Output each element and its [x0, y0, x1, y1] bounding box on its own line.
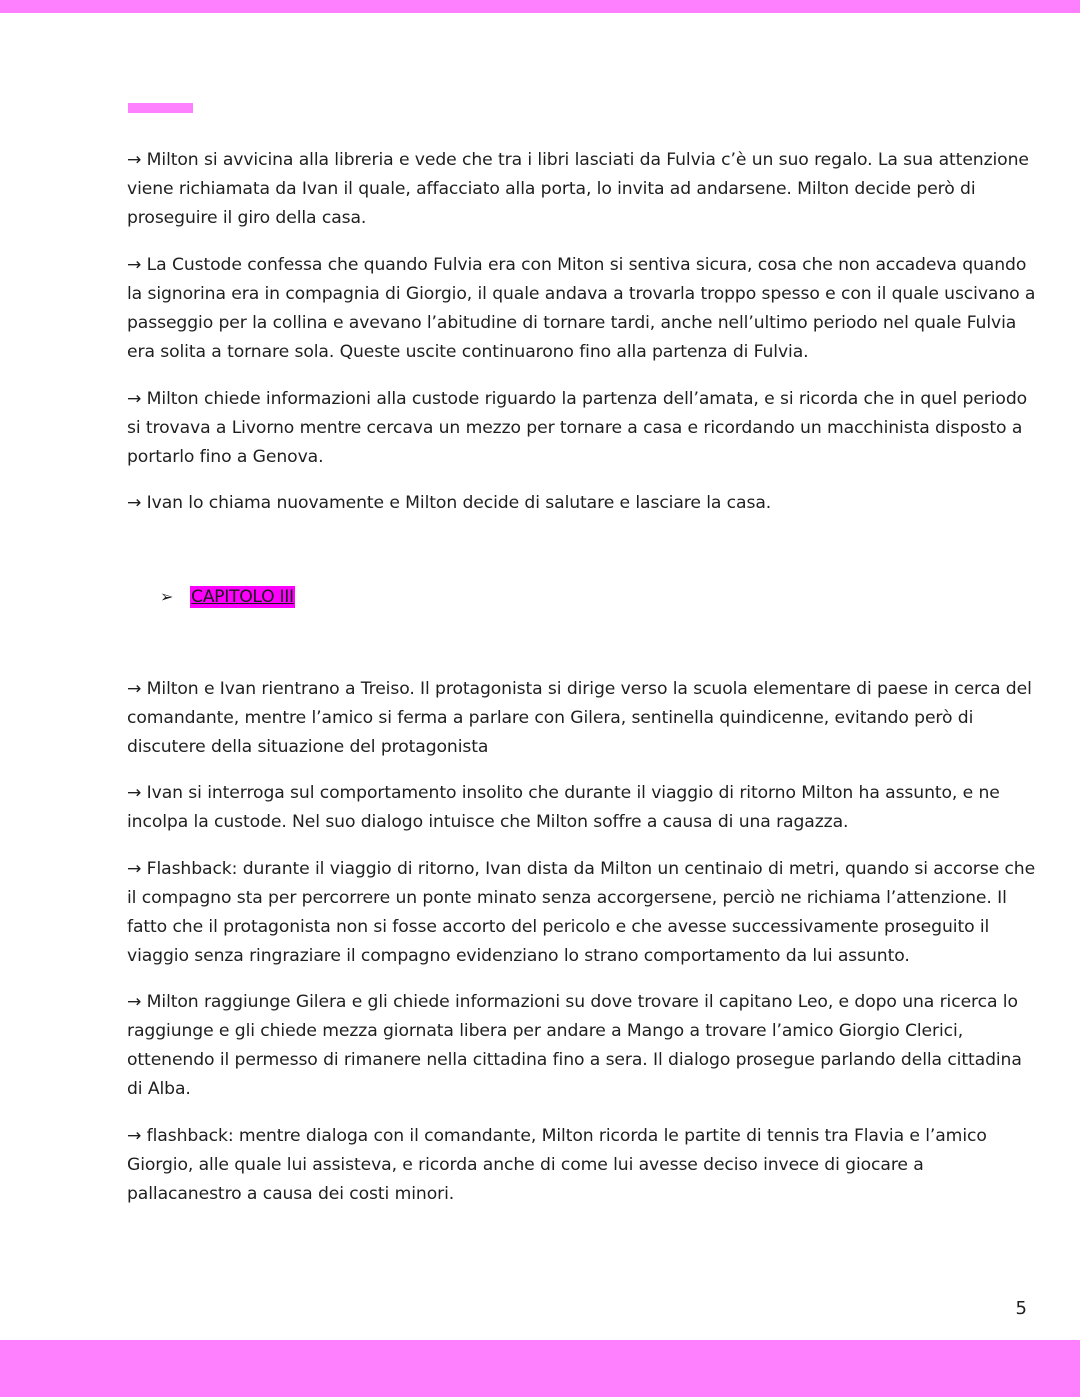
arrow-icon: → — [127, 992, 142, 1012]
arrow-icon: → — [127, 389, 142, 409]
paragraph-5 — [127, 675, 1037, 762]
top-accent-band — [0, 0, 1080, 13]
paragraph-6 — [127, 779, 1037, 837]
arrow-icon: → — [127, 493, 142, 513]
paragraph-text: La Custode confessa che quando Fulvia era con Miton si sentiva sicura, cosa che non accadeva quando la signorina era in compagnia di Giorgio, il quale andava a trovarla troppo spesso e con il quale uscivano a passeggio per la collina e avevano l’abitudine di tornare tardi, anche nell’ultimo periodo nel quale Fulvia era solita a tornare sola. Queste uscite continuarono fino alla partenza di Fulvia. — [127, 255, 1036, 362]
paragraph-text: Milton si avvicina alla libreria e vede che tra i libri lasciati da Fulvia c’è un suo regalo. La sua attenzione viene richiamata da Ivan il quale, affacciato alla porta, lo invita ad andarsene. Milton decide però di proseguire il giro della casa. — [127, 150, 1029, 228]
paragraph-text: Milton e Ivan rientrano a Treiso. Il protagonista si dirige verso la scuola elementare di paese in cerca del comandante, mentre l’amico si ferma a parlare con Gilera, sentinella quindicenne, evitando però di discutere della situazione del protagonista — [127, 679, 1032, 757]
paragraph-1 — [127, 146, 1037, 233]
arrow-icon: → — [127, 1126, 142, 1146]
paragraph-2 — [127, 251, 1037, 367]
arrow-icon: → — [127, 150, 142, 170]
paragraph-text: flashback: mentre dialoga con il comandante, Milton ricorda le partite di tennis tra Flavia e l’amico Giorgio, alle quale lui assisteva, e ricorda anche di come lui avesse deciso invece di giocare a pallacanestro a causa dei costi minori. — [127, 1126, 987, 1204]
paragraph-text: Milton raggiunge Gilera e gli chiede informazioni su dove trovare il capitano Leo, e dopo una ricerca lo raggiunge e gli chiede mezza giornata libera per andare a Mango a trovare l’amico Giorgio Clerici, ottenendo il permesso di rimanere nella cittadina fino a sera. Il dialogo prosegue parlando della cittadina di Alba. — [127, 992, 1022, 1099]
page-number: 5 — [1015, 1298, 1027, 1319]
bottom-accent-band — [0, 1340, 1080, 1397]
arrowhead-bullet-icon: ➢ — [160, 587, 174, 606]
paragraph-8 — [127, 988, 1037, 1104]
paragraph-text: Flashback: durante il viaggio di ritorno, Ivan dista da Milton un centinaio di metri, quando si accorse che il compagno sta per percorrere un ponte minato senza accorgersene, perciò ne richiama l’attenzione. Il fatto che il protagonista non si fosse accorto del pericolo e che avesse successivamente proseguito il viaggio senza ringraziare il compagno evidenziano lo strano comportamento da lui assunto. — [127, 859, 1036, 966]
paragraph-text: Milton chiede informazioni alla custode riguardo la partenza dell’amata, e si ricorda che in quel periodo si trovava a Livorno mentre cercava un mezzo per tornare a casa e ricordando un macchinista disposto a portarlo fino a Genova. — [127, 389, 1028, 467]
paragraph-3 — [127, 385, 1037, 472]
arrow-icon: → — [127, 783, 142, 803]
accent-bar — [128, 103, 193, 113]
paragraph-text: Ivan si interroga sul comportamento insolito che durante il viaggio di ritorno Milton ha assunto, e ne incolpa la custode. Nel suo dialogo intuisce che Milton soffre a causa di una ragazza. — [127, 783, 1000, 832]
arrow-icon: → — [127, 255, 142, 275]
paragraph-7 — [127, 855, 1037, 971]
arrow-icon: → — [127, 859, 142, 879]
paragraph-text: Ivan lo chiama nuovamente e Milton decide di salutare e lasciare la casa. — [141, 493, 772, 513]
chapter-heading — [160, 582, 295, 611]
arrow-icon: → — [127, 679, 142, 699]
paragraph-4 — [127, 489, 1037, 518]
chapter-title: CAPITOLO III — [191, 586, 294, 607]
paragraph-9 — [127, 1122, 1037, 1209]
